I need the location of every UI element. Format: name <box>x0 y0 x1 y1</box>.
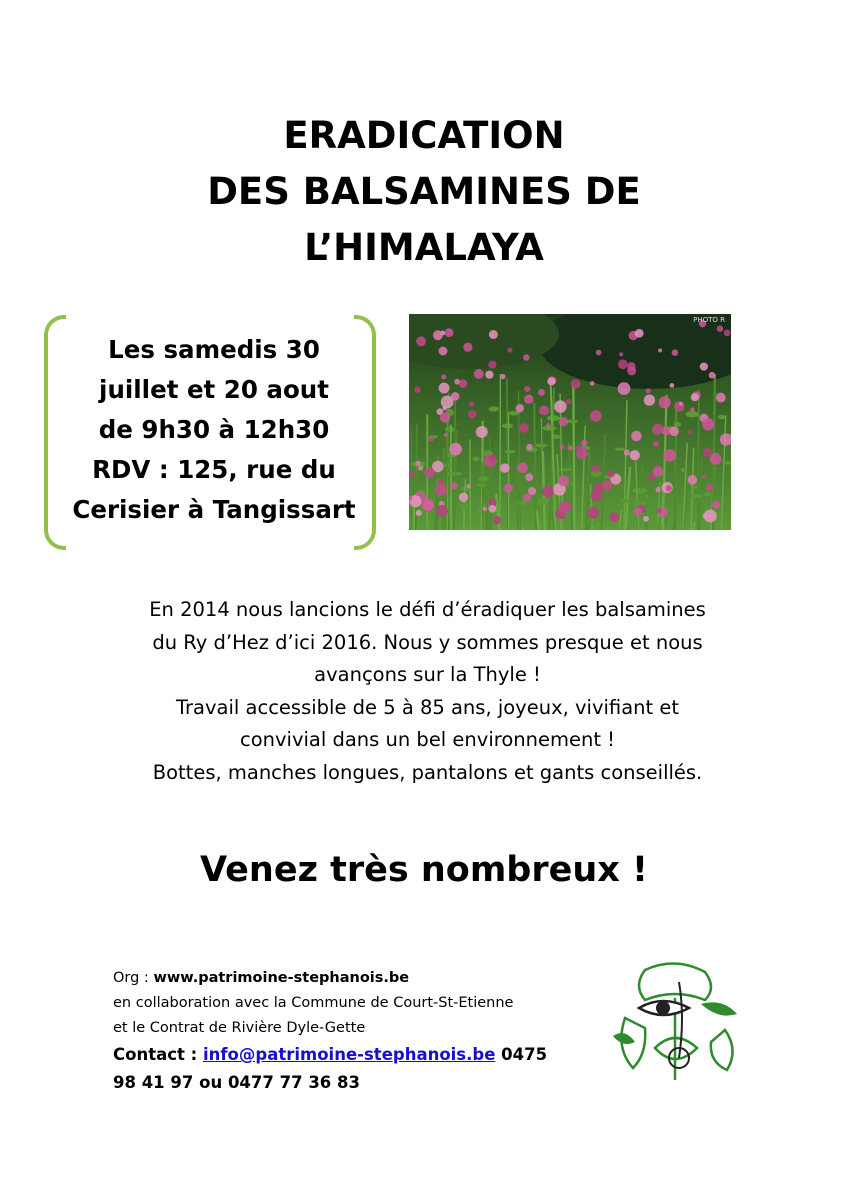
contact-email-link[interactable]: info@patrimoine-stephanois.be <box>202 1045 496 1064</box>
description-line-3: avançons sur la Thyle ! <box>314 663 541 686</box>
event-details <box>50 330 378 530</box>
description-line-2: du Ry d’Hez d’ici 2016. Nous y sommes presque et nous <box>152 630 703 654</box>
description-line-4: Travail accessible de 5 à 85 ans, joyeux, vivifiant et <box>175 695 680 719</box>
poster-title <box>0 108 848 276</box>
contact-line <box>113 1041 613 1069</box>
title-line-2: DES BALSAMINES DE <box>207 170 641 213</box>
description-line-5: convivial dans un bel environnement ! <box>239 728 615 751</box>
balsam-flowers-photo <box>409 314 731 530</box>
event-line-2: juillet et 20 aout <box>99 375 329 404</box>
contact-label: Contact : <box>113 1045 203 1064</box>
org-website-link[interactable]: www.patrimoine-stephanois.be <box>153 970 410 986</box>
event-line-1: Les samedis 30 <box>108 335 320 364</box>
leaf-eye-logo-icon <box>605 958 745 1086</box>
event-line-3: de 9h30 à 12h30 <box>98 415 330 444</box>
org-line <box>113 966 613 991</box>
collaboration-line-1: en collaboration avec la Commune de Court-St-Etienne <box>113 995 514 1011</box>
description <box>60 594 795 789</box>
photo-credit: PHOTO R <box>693 316 725 324</box>
organization-logo <box>605 958 745 1086</box>
title-line-3: L’HIMALAYA <box>304 226 544 269</box>
description-line-1: En 2014 nous lancions le défi d’éradiquer les balsamines <box>149 598 706 621</box>
footer-info <box>113 966 613 1097</box>
event-line-4: RDV : 125, rue du <box>92 455 336 484</box>
phone-number-1: 0475 <box>495 1045 548 1064</box>
call-to-action: Venez très nombreux ! <box>200 850 648 890</box>
flower-field-image <box>409 314 731 530</box>
title-line-1: ERADICATION <box>283 114 565 157</box>
description-line-6: Bottes, manches longues, pantalons et gants conseillés. <box>152 760 703 784</box>
phone-line: 98 41 97 ou 0477 77 36 83 <box>113 1073 360 1092</box>
org-label: Org : <box>113 970 154 986</box>
event-line-5: Cerisier à Tangissart <box>72 495 356 524</box>
collaboration-line-2: et le Contrat de Rivière Dyle-Gette <box>113 1020 366 1036</box>
